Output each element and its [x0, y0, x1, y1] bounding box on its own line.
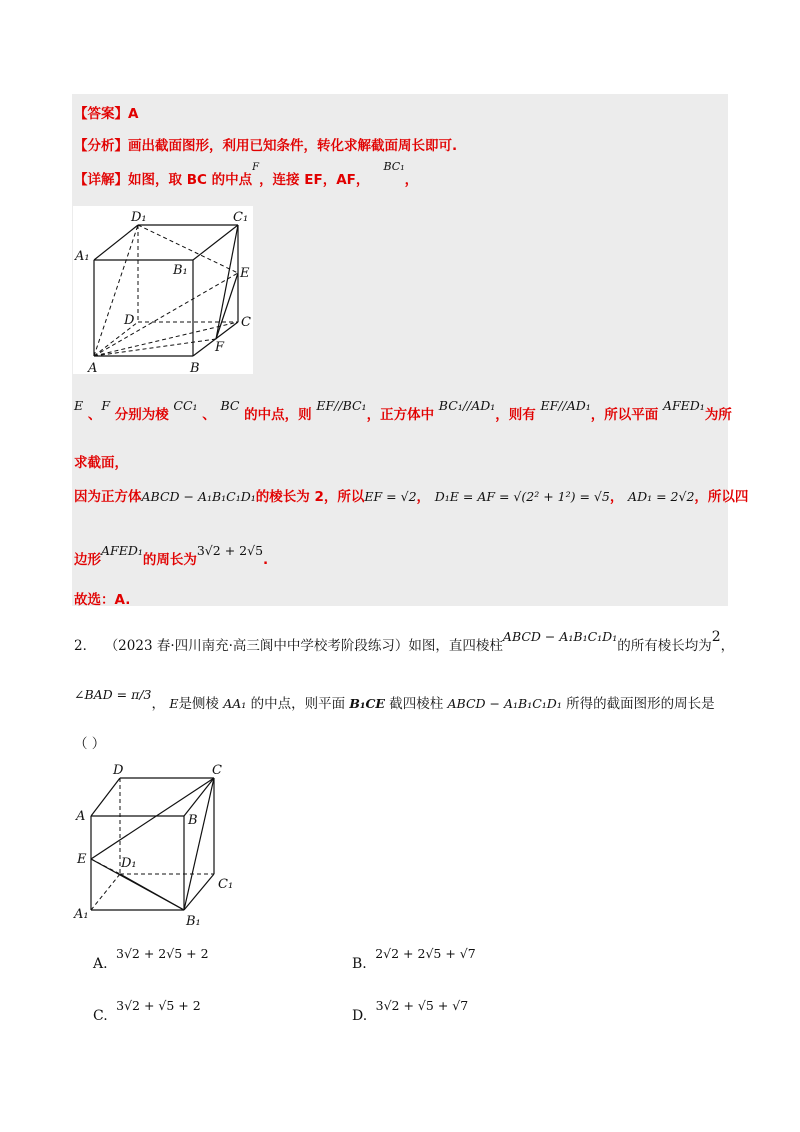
detail-text: 分别为棱 — [110, 407, 169, 423]
option-label: B. — [352, 956, 367, 972]
label-B1: B₁ — [186, 914, 201, 929]
math-EF-parallel-BC1: EF//BC₁ — [316, 398, 367, 413]
math-prism: ABCD − A₁B₁C₁D₁ — [447, 696, 562, 711]
option-B[interactable] — [352, 946, 476, 972]
label-B: B — [188, 813, 198, 828]
question-text: 截四棱柱 — [389, 696, 444, 712]
detail-line-6 — [74, 588, 130, 608]
option-A[interactable] — [93, 946, 209, 972]
label-C1: C₁ — [218, 877, 234, 892]
math-F: F — [252, 162, 260, 173]
math-D1E-AF: D₁E = AF = √(2² + 1²) = √5 — [434, 489, 610, 504]
answer-line — [74, 102, 138, 122]
detail-text: ，正方体中 — [366, 407, 435, 423]
math-EF-parallel-AD1: EF//AD₁ — [540, 398, 591, 413]
label-A: A — [88, 361, 98, 374]
math-AFED1: AFED₁ — [101, 543, 143, 558]
math-BC1: BC₁ — [383, 160, 405, 173]
question-text: ， — [720, 638, 735, 654]
label-D: D — [113, 763, 124, 778]
option-value: 3√2 + 2√5 + 2 — [116, 946, 209, 961]
label-C: C — [241, 315, 251, 330]
question-text: 所得的截面图形的周长是 — [566, 696, 715, 712]
math-AA1: AA₁ — [223, 696, 247, 711]
math-AFED1: AFED₁ — [662, 398, 705, 413]
option-label: C. — [93, 1008, 108, 1024]
question-line-1 — [74, 629, 735, 654]
math-E: E — [74, 398, 84, 413]
math-BC1-parallel-AD1: BC₁//AD₁ — [438, 398, 496, 413]
math-plane: B₁CE — [349, 696, 385, 711]
analysis-tag: 【分析】 — [74, 138, 128, 154]
label-E: E — [240, 266, 250, 281]
detail-text: 因为正方体 — [74, 489, 142, 505]
detail-text: 为所 — [704, 407, 732, 423]
detail-line-3 — [74, 451, 128, 471]
detail-text: 求截面， — [74, 455, 128, 471]
answer-blank: （ ） — [74, 736, 106, 752]
detail-text: ，连接 EF，AF， — [259, 172, 370, 188]
label-A1: A₁ — [75, 249, 90, 264]
option-C[interactable] — [93, 998, 201, 1024]
option-value: 3√2 + √5 + √7 — [375, 998, 469, 1013]
math-cube: ABCD − A₁B₁C₁D₁ — [141, 489, 256, 504]
question-text: 的中点，则平面 — [250, 696, 346, 712]
math-E: E — [169, 696, 179, 711]
detail-text: ， — [416, 489, 431, 505]
prism-diagram — [72, 762, 244, 932]
label-B: B — [190, 361, 200, 374]
detail-text: ， — [404, 172, 419, 188]
separator: 、 — [83, 407, 102, 423]
option-D[interactable] — [352, 998, 469, 1024]
label-D: D — [124, 313, 135, 328]
label-C: C — [212, 763, 222, 778]
label-E: E — [77, 852, 87, 867]
detail-text: 的中点，则 — [239, 407, 312, 423]
option-label: A. — [93, 956, 108, 972]
math-BC: BC — [220, 398, 240, 413]
cube-diagram — [73, 206, 253, 374]
math-edge-length: 2 — [711, 629, 721, 645]
detail-text: 的棱长为 2，所以 — [255, 489, 365, 505]
math-EF: EF = √2 — [364, 489, 417, 504]
math-CC1: CC₁ — [173, 398, 198, 413]
detail-tag: 【详解】 — [74, 172, 128, 188]
question-number: 2． — [74, 638, 97, 654]
math-AD1: AD₁ = 2√2 — [628, 489, 695, 504]
figure-prism-section — [72, 762, 244, 932]
label-B1: B₁ — [173, 263, 188, 278]
label-F: F — [215, 340, 225, 355]
question-text: ， — [151, 696, 166, 712]
choice-summary: 故选：A. — [74, 592, 131, 608]
detail-text: ，则有 — [495, 407, 536, 423]
detail-line-4 — [74, 485, 748, 505]
detail-text: 边形 — [74, 552, 101, 568]
label-A: A — [76, 809, 86, 824]
label-D1: D₁ — [121, 856, 137, 871]
question-source: （2023 春·四川南充·高三阆中中学校考阶段练习）如图，直四棱柱 — [104, 638, 503, 654]
detail-text: 如图，取 BC 的中点 — [128, 172, 253, 188]
question-text: 的所有棱长均为 — [617, 638, 712, 654]
option-label: D. — [352, 1008, 368, 1024]
analysis-text: 画出截面图形，利用已知条件，转化求解截面周长即可. — [128, 138, 458, 154]
math-angle-BAD: ∠BAD = π/3 — [74, 687, 152, 702]
option-value: 3√2 + √5 + 2 — [116, 998, 201, 1013]
detail-line-5 — [74, 543, 269, 568]
math-F: F — [101, 398, 111, 413]
detail-text: . — [263, 552, 269, 568]
math-perimeter: 3√2 + 2√5 — [196, 543, 264, 558]
answer-tag: 【答案】A — [74, 106, 139, 122]
label-A1: A₁ — [74, 907, 89, 922]
question-text: 是侧棱 — [178, 696, 219, 712]
analysis-line — [74, 134, 457, 154]
detail-line-2 — [74, 398, 732, 423]
question-paren — [74, 732, 105, 752]
math-prism: ABCD − A₁B₁C₁D₁ — [502, 629, 618, 644]
detail-text: 的周长为 — [142, 552, 197, 568]
detail-text: ，所以平面 — [590, 407, 659, 423]
figure-cube-section — [73, 206, 253, 374]
detail-line — [74, 160, 419, 188]
label-C1: C₁ — [233, 210, 249, 225]
question-line-2 — [74, 687, 715, 712]
detail-text: ，所以四 — [694, 489, 749, 505]
option-value: 2√2 + 2√5 + √7 — [375, 946, 476, 961]
label-D1: D₁ — [131, 210, 147, 225]
detail-text: ， — [609, 489, 624, 505]
separator: 、 — [197, 407, 216, 423]
